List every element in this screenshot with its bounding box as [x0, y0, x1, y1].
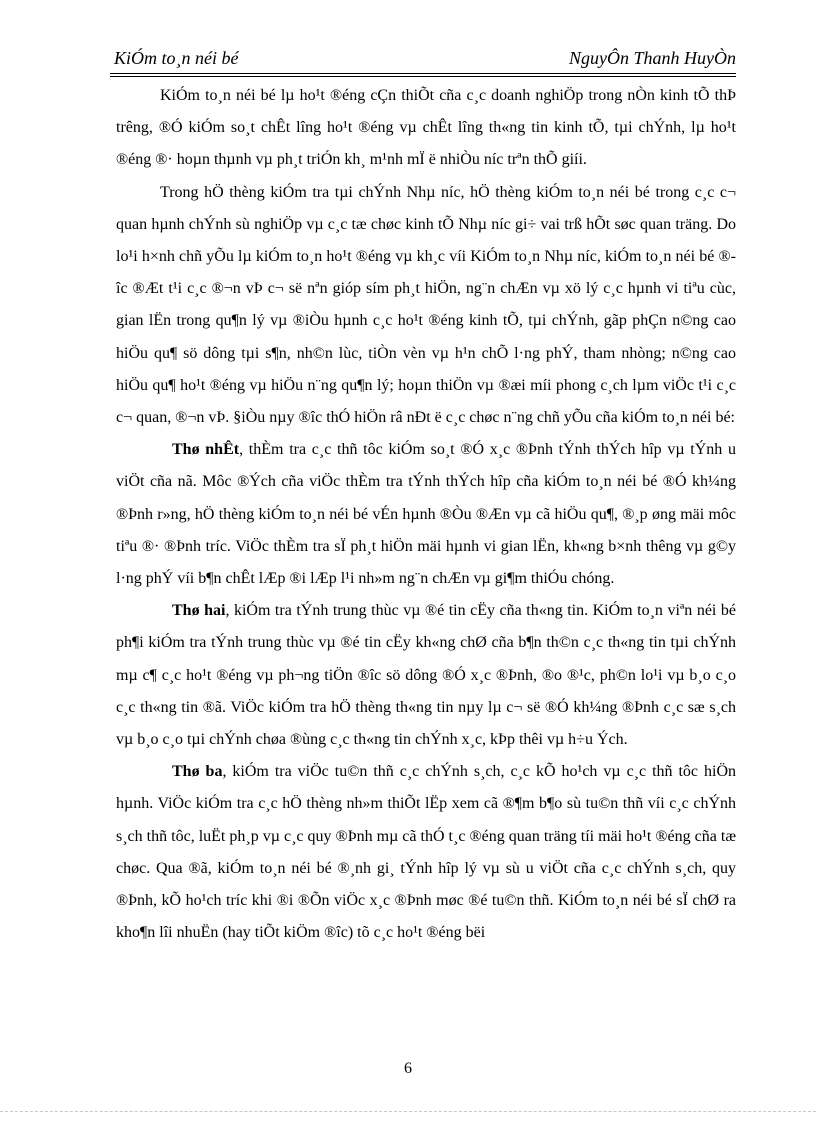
paragraph-text: KiÓm to¸n néi bé lµ ho¹t ®éng cÇn thiÕt cña c¸c doanh nghiÖp trong nÒn kinh tÕ thÞ trêng, ®Ó kiÓm so¸t chÊt lîng ho¹t ®éng vµ chÊt lîng th«ng tin kinh tÕ, tµi chÝnh, lµ ho¹t ®éng ®· hoµn thµnh vµ ph¸t triÓn kh¸ m¹nh mÏ ë nhiÒu níc trªn thÕ giíi.: [116, 87, 736, 169]
paragraph-lead: Thø nhÊt: [172, 441, 240, 459]
paragraph-third-function: [116, 756, 736, 949]
page-bottom-edge: [0, 1111, 816, 1112]
paragraph-intro: [116, 80, 736, 177]
paragraph-lead: Thø ba: [172, 763, 223, 781]
paragraph-system: [116, 177, 736, 435]
paragraph-lead: Thø hai: [172, 602, 226, 620]
document-body: [116, 80, 736, 1040]
header-title: KiÓm to¸n néi bé: [114, 48, 239, 68]
page-number: 6: [404, 1060, 412, 1077]
running-header: [114, 46, 736, 76]
paragraph-second-function: [116, 595, 736, 756]
paragraph-text: Trong hÖ thèng kiÓm tra tµi chÝnh Nhµ níc, hÖ thèng kiÓm to¸n néi bé trong c¸c c¬ quan hµnh chÝnh sù nghiÖp vµ c¸c tæ chøc kinh tÕ Nhµ níc gi÷ vai trß hÕt søc quan träng. Do lo¹i h×nh chñ yÕu lµ kiÓm to¸n ho¹t ®éng vµ kh¸c víi KiÓm to¸n Nhµ níc, kiÓm to¸n néi bé ®îc ®Æt t¹i c¸c ®¬n vÞ c¬ së nªn gióp sím ph¸t hiÖn, ng¨n chÆn vµ xö lý c¸c hµnh vi tiªu cùc, gian lËn trong qu¶n lý vµ ®iÒu hµnh c¸c ho¹t ®éng kinh tÕ, tµi chÝnh, gãp phÇn n©ng cao hiÖu qu¶ sö dông tµi s¶n, nh©n lùc, tiÒn vèn vµ h¹n chÕ l·ng phÝ, tham nhòng; n©ng cao hiÖu qu¶ ho¹t ®éng vµ hiÖu n¨ng qu¶n lý; hoµn thiÖn vµ ®æi míi phong c¸ch lµm viÖc t¹i c¸c c¬ quan, ®¬n vÞ. §iÒu nµy ®îc thÓ hiÖn râ nÐt ë c¸c chøc n¨ng chñ yÕu cña kiÓm to¸n néi bé:: [116, 183, 736, 427]
header-author: NguyÔn Thanh HuyÒn: [569, 48, 736, 68]
paragraph-text: , kiÓm tra tÝnh trung thùc vµ ®é tin cËy cña th«ng tin. KiÓm to¸n viªn néi bé ph¶i kiÓm tra tÝnh trung thùc vµ ®é tin cËy kh«ng chØ cña b¶n th©n c¸c th«ng tin tµi chÝnh mµ c¶ c¸c ho¹t ®éng vµ ph¬ng tiÖn ®îc sö dông ®Ó x¸c ®Þnh, ®o ®¹c, ph©n lo¹i vµ b¸o c¸o c¸c th«ng tin ®ã. ViÖc kiÓm tra hÖ thèng th«ng tin nµy lµ c¬ së ®Ó kh¼ng ®Þnh c¸c sæ s¸ch vµ b¸o c¸o tµi chÝnh chøa ®ùng c¸c th«ng tin chÝnh x¸c, kÞp thêi vµ h÷u Ých.: [116, 602, 736, 749]
header-divider: [110, 73, 736, 77]
paragraph-text: , kiÓm tra viÖc tu©n thñ c¸c chÝnh s¸ch, c¸c kÕ ho¹ch vµ c¸c thñ tôc hiÖn hµnh. ViÖc kiÓm tra c¸c hÖ thèng nh»m thiÕt lËp xem cã ®¶m b¶o sù tu©n thñ víi c¸c chÝnh s¸ch thñ tôc, luËt ph¸p vµ c¸c quy ®Þnh mµ cã thÓ t¸c ®éng quan träng tíi mäi ho¹t ®éng cña tæ chøc. Qua ®ã, kiÓm to¸n néi bé ®¸nh gi¸ tÝnh hîp lý vµ sù u viÖt cña c¸c chÝnh s¸ch, quy ®Þnh, kÕ ho¹ch tríc khi ®i ®Õn viÖc x¸c ®Þnh møc ®é tu©n thñ. KiÓm to¸n néi bé sÏ chØ ra kho¶n lîi nhuËn (hay tiÕt kiÖm ®îc) tõ c¸c ho¹t ®éng bëi: [116, 763, 736, 942]
paragraph-first-function: [116, 434, 736, 595]
paragraph-text: , thÈm tra c¸c thñ tôc kiÓm so¸t ®Ó x¸c ®Þnh tÝnh thÝch hîp vµ tÝnh u viÖt cña nã. Môc ®Ých cña viÖc thÈm tra tÝnh thÝch hîp cña kiÓm to¸n néi bé ®Ó kh¼ng ®Þnh r»ng, hÖ thèng kiÓm to¸n néi bé vÉn hµnh ®Òu ®Æn vµ cã hiÖu qu¶, ®¸p øng mäi môc tiªu ®· ®Þnh tríc. ViÖc thÈm tra sÏ ph¸t hiÖn mäi hµnh vi gian lËn, kh«ng b×nh thêng vµ g©y l·ng phÝ víi b¶n chÊt lÆp ®i lÆp l¹i nh»m ng¨n chÆn vµ gi¶m thiÓu chóng.: [116, 441, 736, 588]
